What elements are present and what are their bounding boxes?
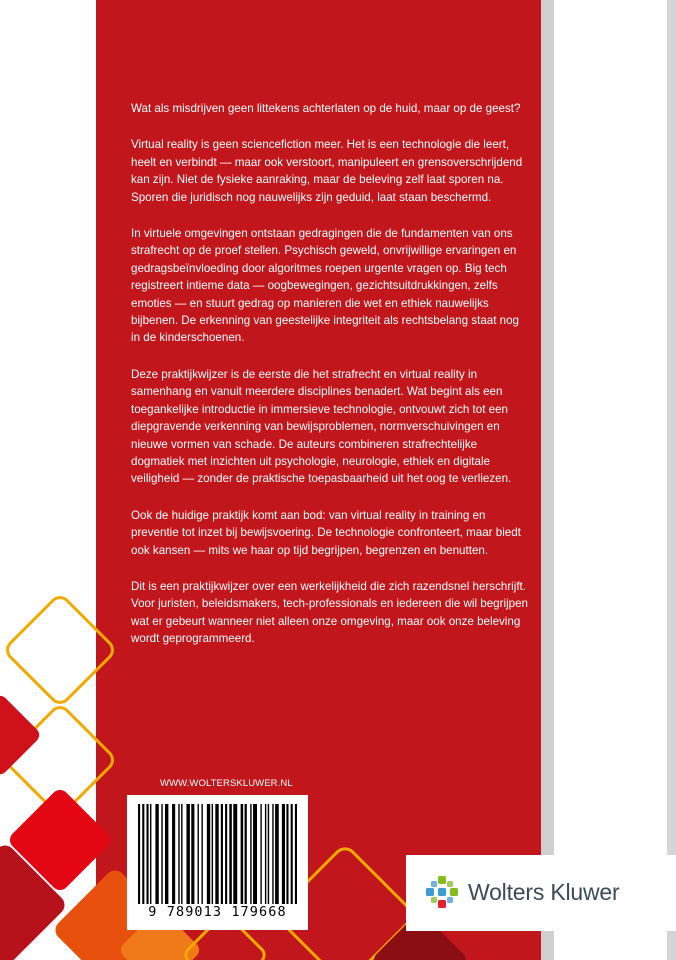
barcode-bars (138, 804, 297, 904)
barcode-bar (146, 804, 148, 904)
barcode-bar (291, 804, 293, 904)
barcode-bar (282, 804, 285, 904)
paragraph: In virtuele omgevingen ontstaan gedragingen die de fundamenten van ons strafrecht op de proef stellen. Psychisch geweld, onvrijwillige ervaringen en gedragsbeïnvloeding door algoritmes roepen urgente vragen op. Big tech registreert intieme data — oogbewegingen, gezichtsuitdrukkingen, zelfs emoties — en stuurt gedrag op manieren die wet en ethiek nauwelijks bijbenen. De erkenning van geestelijke integriteit als rechtsbelang staat nog in de kinderschoenen. (131, 227, 519, 345)
barcode-bar (233, 804, 237, 904)
isbn-number: 9 789013 179668 (148, 904, 287, 920)
cover-text (131, 100, 529, 667)
barcode-bar (138, 804, 140, 904)
barcode-bar (212, 804, 213, 904)
paragraph: Ook de huidige praktijk komt aan bod: van virtual reality in training en preventie tot inzet bij bewijsvoering. De technologie confronteert, maar biedt ook kansen — mits we haar op tijd begrijpen, begrenzen en benutten. (131, 508, 521, 557)
barcode-bar (272, 804, 273, 904)
barcode-bar (275, 804, 279, 904)
barcode-bar (245, 804, 247, 904)
publisher-url[interactable]: WWW.WOLTERSKLUWER.NL (160, 778, 293, 789)
barcode-bar (253, 804, 257, 904)
barcode-bar (165, 804, 168, 904)
logo-wordmark: Wolters Kluwer (468, 879, 620, 905)
paragraph: Dit is een praktijkwijzer over een werkelijkheid die zich razendsnel herschrijft. Voor juristen, beleidsmakers, tech-professionals en iedereen die wil begrijpen wat er gebeurt wanneer niet alleen onze omgeving, maar ook onze beleving wordt geprogrammeerd. (131, 579, 528, 646)
barcode (127, 795, 308, 930)
barcode-bar (265, 804, 266, 904)
barcode-bar (155, 804, 158, 904)
paragraph: Virtual reality is geen sciencefiction meer. Het is een technologie die leert, heelt en verbindt — maar ook verstoort, manipuleert en grensoverschrijdend kan zijn. Niet de fysieke aanraking, maar de beleving zelf laat sporen na. Sporen die juridisch nog nauwelijks zijn geduid, laat staan beschermd. (131, 138, 523, 204)
barcode-bar (172, 804, 175, 904)
barcode-bar (186, 804, 189, 904)
paragraph: Deze praktijkwijzer is de eerste die het strafrecht en virtual reality in samenhang en vanuit meerdere disciplines benadert. Wat begint als een toegankelijke introductie in immersieve technologie, ontvouwt zich tot een diepgravende verkenning van bewijsproblemen, normverschuivingen en nieuwe vormen van schade. De auteurs combineren strafrechtelijke dogmatiek met inzichten uit psychologie, neurologie, ethiek en digitale veiligheid — zonder de praktische toepasbaarheid uit het oog te verliezen. (131, 367, 512, 486)
barcode-bar (241, 804, 244, 904)
barcode-bar (268, 804, 269, 904)
barcode-bar (229, 804, 232, 904)
barcode-bar (221, 804, 223, 904)
barcode-bar (215, 804, 218, 904)
barcode-bar (161, 804, 162, 904)
barcode-bar (191, 804, 194, 904)
barcode-bar (207, 804, 210, 904)
wolters-kluwer-logo-icon (424, 874, 460, 910)
barcode-bar (201, 804, 202, 904)
barcode-bar (198, 804, 199, 904)
barcode-bar (150, 804, 151, 904)
barcode-bar (286, 804, 288, 904)
barcode-bar (295, 804, 297, 904)
barcode-bar (260, 804, 261, 904)
barcode-bar (142, 804, 144, 904)
barcode-bar (250, 804, 251, 904)
barcode-bar (178, 804, 179, 904)
barcode-bar (225, 804, 227, 904)
barcode-bar (181, 804, 182, 904)
publisher-logo (406, 855, 676, 931)
paragraph: Wat als misdrijven geen littekens achterlaten op de huid, maar op de geest? (131, 102, 521, 115)
